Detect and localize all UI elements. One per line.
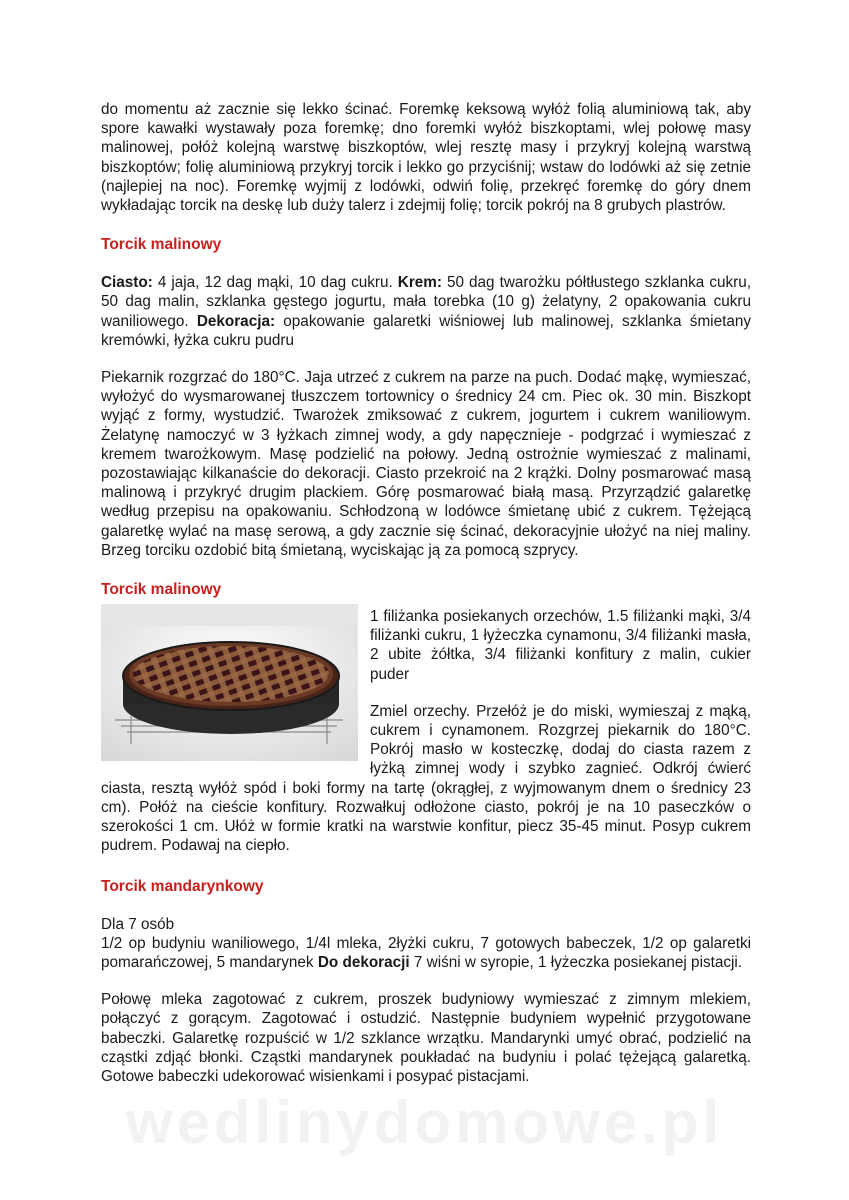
krem-label: Krem:	[397, 274, 442, 292]
recipe3-method: Połowę mleka zagotować z cukrem, proszek budyniowy wymieszać z zimnym mlekiem, połączyć z gorącym. Zagotować i ostudzić. Następnie budyniem wypełnić przygotowane babeczki. Galaretkę rozpuścić w 1/2 szklance wrzątku. Mandarynki umyć obrać, podzielić na cząstki zdjąć błonki. Cząstki mandarynek poukładać na budyniu i polać tężejącą galaretką. Gotowe babeczki udekorować wisienkami i posypać pistacjami.	[101, 991, 751, 1085]
recipe2-ingredients: 1 filiżanka posiekanych orzechów, 1.5 filiżanki mąki, 3/4 filiżanki cukru, 1 łyżeczka cynamonu, 3/4 filiżanki masła, 2 ubite żółtka, 3/4 filiżanki konfitury z malin, cukier puder	[370, 608, 751, 683]
recipe-title-raspberry-cake: Torcik malinowy	[101, 236, 222, 254]
recipe3-servings: Dla 7 osób	[101, 915, 175, 933]
krem-text: 50 dag twarożku półtłustego szklanka cukru, 50 dag malin, szklanka gęstego jogurtu, mała torebka (10 g) żelatyny, 2 opakowania cukru waniliowego.	[101, 274, 751, 330]
watermark: wedlinydomowe.pl	[125, 1089, 724, 1156]
recipe1-ingredients	[101, 273, 751, 350]
intro-paragraph: do momentu aż zacznie się lekko ścinać. Foremkę keksową wyłóż folią aluminiową tak, aby spore kawałki wystawały poza foremkę; dno foremki wyłóż biszkoptami, wlej połowę masy malinowej, połóż kolejną warstwę biszkoptów, wlej resztę masy i przykryj kolejną warstwą biszkoptów; folię aluminiową przykryj torcik i lekko go przyciśnij; wstaw do lodówki aż się zetnie (najlepiej na noc). Foremkę wyjmij z lodówki, odwiń folię, przekręć foremkę do góry dnem wykładając torcik na deskę lub duży talerz i zdejmij folię; torcik pokrój na 8 grubych plastrów.	[101, 101, 751, 215]
recipe3-ingredients	[101, 934, 751, 972]
dekoracja-label: Dekoracja:	[196, 312, 276, 330]
recipe1-method: Piekarnik rozgrzać do 180°C. Jaja utrzeć z cukrem na parze na puch. Dodać mąkę, wymieszać, wyłożyć do wysmarowanej tłuszczem tortownicy o średnicy 24 cm. Piec ok. 30 min. Biszkopt wyjąć z formy, wystudzić. Twarożek zmiksować z cukrem, jogurtem i cukrem waniliowym. Żelatynę namoczyć w 3 łyżkach zimnej wody, a gdy napęcznieje - podgrzać i wymieszać z kremem twarożkowym. Masę podzielić na połowy. Jedną ostrożnie wymieszać z malinami, pozostawiając kilkanaście do dekoracji. Ciasto przekroić na 2 krążki. Dolny posmarować masą malinową i przykryć drugim plackiem. Górę posmarować białą masą. Przyrządzić galaretkę według przepisu na opakowaniu. Schłodzoną w lodówce śmietanę ubić z cukrem. Tężejącą galaretkę wylać na masę serową, a gdy zacznie się ścinać, dekoracyjnie ułożyć na niej maliny. Brzeg torciku ozdobić bitą śmietaną, wyciskając ją za pomocą szprycy.	[101, 369, 751, 559]
recipe3-ingredients-b: 7 wiśni w syropie, 1 łyżeczka posiekanej pistacji.	[409, 953, 743, 971]
dekoracja-text: opakowanie galaretki wiśniowej lub malinowej, szklanka śmietany kremówki, łyżka cukru pudru	[101, 312, 752, 349]
recipe-title-raspberry-tart: Torcik malinowy	[101, 581, 222, 599]
document-page	[101, 100, 751, 1086]
recipe2-method: Zmiel orzechy. Przełóż je do miski, wymieszaj z mąką, cukrem i cynamonem. Rozgrzej piekarnik do 180°C. Pokrój masło w kosteczkę, dodaj do ciasta razem z łyżką zimnej wody i szybko zagnieć. Odkrój ćwierć ciasta, resztą wyłóż spód i boki formy na tartę (okrągłej, z wyjmowanym dnem o średnicy 23 cm). Połóż na cieście konfitury. Rozwałkuj odłożone ciasto, pokrój je na 10 paseczków o szerokości 1 cm. Ułóż w formie kratki na warstwie konfitur, piecz 35-45 minut. Posyp cukrem pudrem. Podawaj na ciepło.	[101, 702, 751, 855]
recipe-title-mandarin-cake: Torcik mandarynkowy	[101, 877, 264, 895]
recipe3-ingredients-a: 1/2 op budyniu waniliowego, 1/4l mleka, 2łyżki cukru, 7 gotowych babeczek, 1/2 op galaretki pomarańczowej, 5 mandarynek	[101, 934, 751, 971]
lattice-tart-photo-icon	[101, 604, 358, 761]
ciasto-label: Ciasto:	[101, 274, 153, 292]
ciasto-text: 4 jaja, 12 dag mąki, 10 dag cukru.	[152, 274, 398, 292]
do-dekoracji-label: Do dekoracji	[317, 953, 410, 971]
